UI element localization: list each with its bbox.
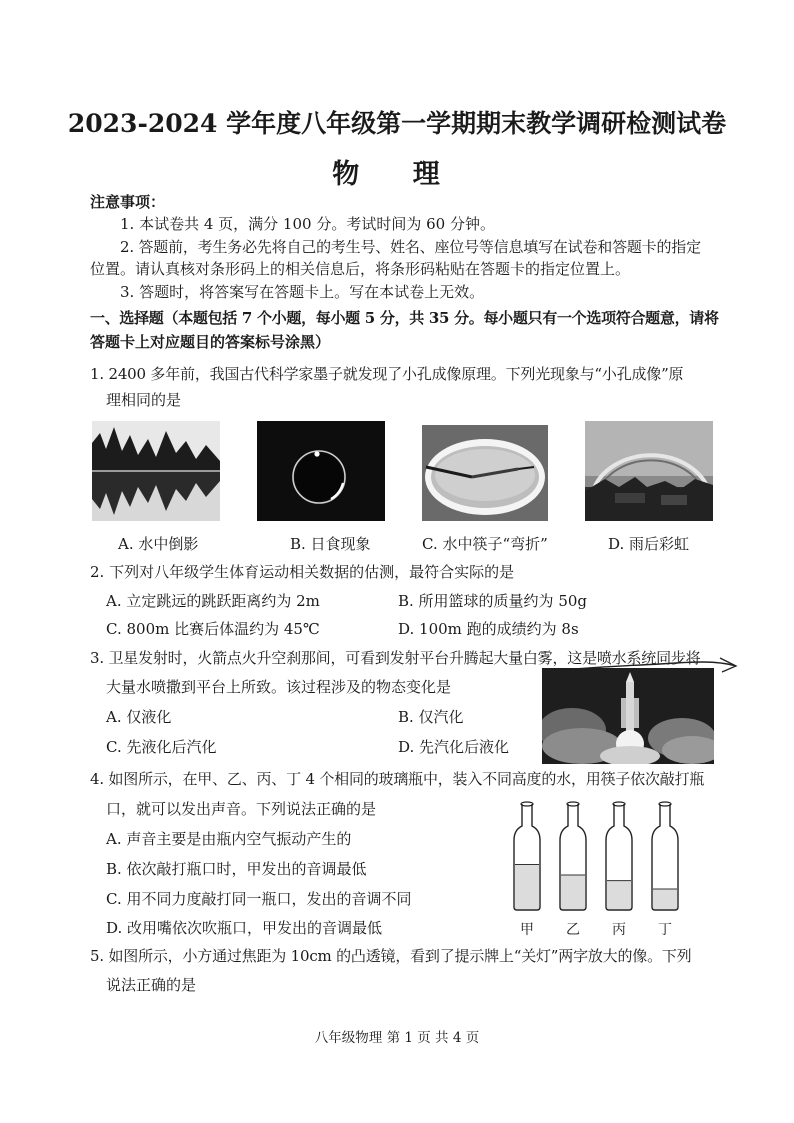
q4-option-b: B. 依次敲打瓶口时，甲发出的音调最低 bbox=[106, 860, 367, 878]
q1-option-d: D. 雨后彩虹 bbox=[608, 535, 690, 553]
notes-heading: 注意事项： bbox=[90, 193, 166, 211]
page-footer: 八年级物理 第 1 页 共 4 页 bbox=[314, 1030, 480, 1046]
q2-option-a: A. 立定跳远的跳跃距离约为 2m bbox=[106, 592, 320, 610]
q2-option-d: D. 100m 跑的成绩约为 8s bbox=[398, 620, 579, 638]
q3-option-c: C. 先液化后汽化 bbox=[106, 738, 217, 756]
bottle-water bbox=[515, 865, 539, 910]
q1-picture-eclipse bbox=[257, 421, 385, 521]
bottle-label: 丁 bbox=[658, 922, 672, 938]
q4-stem-line-2: 口，就可以发出声音。下列说法正确的是 bbox=[106, 800, 377, 818]
rainbow-image bbox=[585, 421, 713, 521]
bottle-rim bbox=[659, 802, 671, 806]
q1-picture-reflection bbox=[92, 421, 220, 521]
bottle-water bbox=[607, 881, 631, 909]
bottle-rim bbox=[567, 802, 579, 806]
q3-stem-line-1: 3. 卫星发射时，火箭点火升空刹那间，可看到发射平台升腾起大量白雾，这是喷水系统同步将 bbox=[90, 649, 701, 667]
note-item-2-line-2: 位置。请认真核对条形码上的相关信息后，将条形码粘贴在答题卡的指定位置上。 bbox=[90, 260, 631, 278]
note-item-2-line-1: 2. 答题前，考生务必先将自己的考生号、姓名、座位号等信息填写在试卷和答题卡的指定 bbox=[120, 238, 701, 256]
rocket-launch-image bbox=[542, 668, 714, 764]
q2-stem: 2. 下列对八年级学生体育运动相关数据的估测，最符合实际的是 bbox=[90, 563, 515, 581]
subject-title: 物 理 bbox=[332, 159, 462, 190]
bottle-label: 乙 bbox=[566, 922, 580, 938]
q1-picture-chopsticks bbox=[422, 425, 548, 521]
bottle-rim bbox=[521, 802, 533, 806]
bottle-label: 丙 bbox=[612, 922, 626, 938]
q1-stem-line-1: 1. 2400 多年前，我国古代科学家墨子就发现了小孔成像原理。下列光现象与“小孔成像”原 bbox=[90, 365, 684, 383]
bottle-rim bbox=[613, 802, 625, 806]
note-item-1: 1. 本试卷共 4 页，满分 100 分。考试时间为 60 分钟。 bbox=[120, 215, 495, 233]
mountain-reflection-image bbox=[92, 421, 220, 521]
bottle-2 bbox=[560, 802, 586, 938]
q4-option-a: A. 声音主要是由瓶内空气振动产生的 bbox=[106, 830, 352, 848]
q4-option-c: C. 用不同力度敲打同一瓶口，发出的音调不同 bbox=[106, 890, 412, 908]
solar-eclipse-image bbox=[257, 421, 385, 521]
q3-option-a: A. 仅液化 bbox=[106, 708, 172, 726]
q4-bottles-figure bbox=[500, 800, 700, 940]
q2-option-c: C. 800m 比赛后体温约为 45℃ bbox=[106, 620, 320, 638]
q1-picture-rainbow bbox=[585, 421, 713, 521]
q3-stem-line-2: 大量水喷撒到平台上所致。该过程涉及的物态变化是 bbox=[106, 678, 452, 696]
q4-stem-line-1: 4. 如图所示，在甲、乙、丙、丁 4 个相同的玻璃瓶中，装入不同高度的水，用筷子依次敲打瓶 bbox=[90, 770, 705, 788]
q3-option-b: B. 仅汽化 bbox=[398, 708, 464, 726]
q3-option-d: D. 先汽化后液化 bbox=[398, 738, 510, 756]
bottle-3 bbox=[606, 802, 632, 938]
section-heading-line-2: 答题卡上对应题目的答案标号涂黑） bbox=[90, 333, 331, 351]
section-heading-line-1: 一、选择题（本题包括 7 个小题，每小题 5 分，共 35 分。每小题只有一个选项符合题意，请将 bbox=[90, 309, 719, 327]
bottle-water bbox=[561, 875, 585, 909]
q1-option-c: C. 水中筷子“弯折” bbox=[422, 535, 548, 553]
q1-option-a: A. 水中倒影 bbox=[118, 535, 199, 553]
bottle-4 bbox=[652, 802, 678, 938]
q1-stem-line-2: 理相同的是 bbox=[106, 391, 182, 409]
q5-stem-line-2: 说法正确的是 bbox=[106, 976, 197, 994]
note-item-3: 3. 答题时，将答案写在答题卡上。写在本试卷上无效。 bbox=[120, 283, 485, 301]
q3-picture-rocket-launch bbox=[542, 668, 714, 764]
q2-option-b: B. 所用篮球的质量约为 50g bbox=[398, 592, 588, 610]
q4-option-d: D. 改用嘴依次吹瓶口，甲发出的音调最低 bbox=[106, 919, 383, 937]
bottle-water bbox=[653, 889, 677, 909]
q1-option-b: B. 日食现象 bbox=[290, 535, 371, 553]
exam-title: 2023-2024 学年度八年级第一学期期末教学调研检测试卷 bbox=[67, 109, 727, 138]
q5-stem-line-1: 5. 如图所示，小方通过焦距为 10cm 的凸透镜，看到了提示牌上“关灯”两字放大的像。下列 bbox=[90, 947, 692, 965]
bottle-1 bbox=[514, 802, 540, 938]
bottle-label: 甲 bbox=[520, 922, 534, 938]
bent-chopsticks-image bbox=[422, 425, 548, 521]
